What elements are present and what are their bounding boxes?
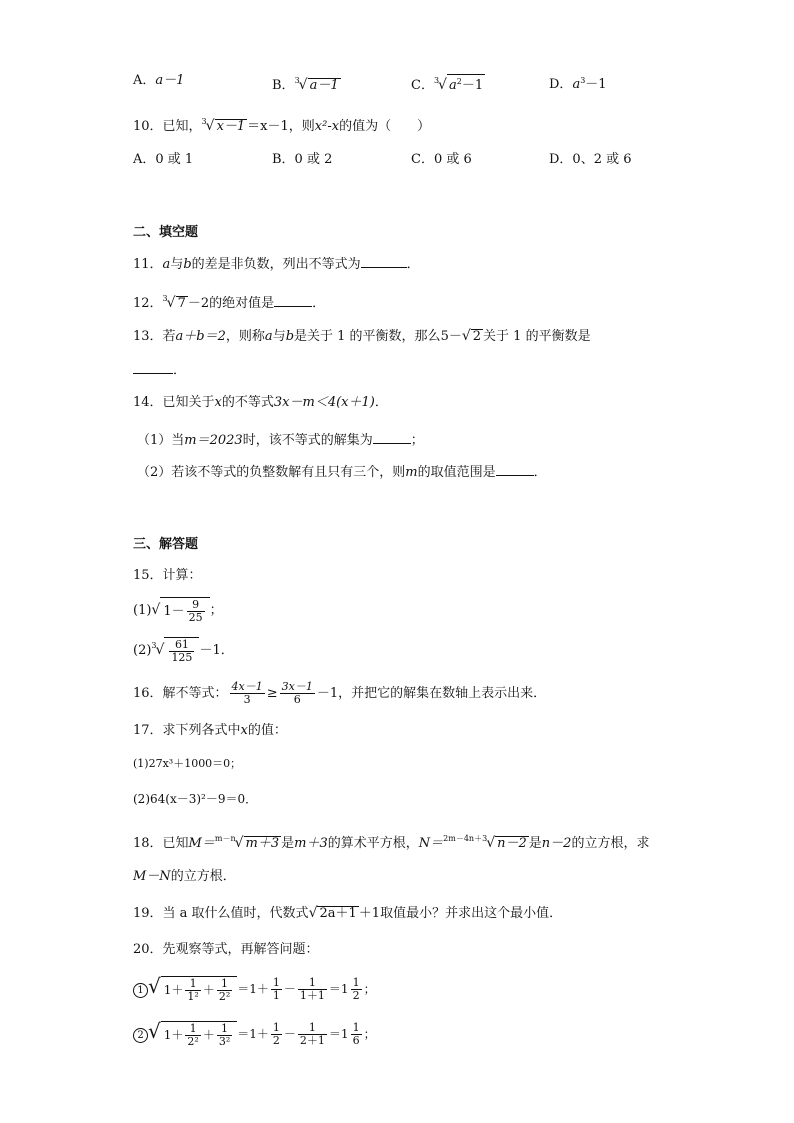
question-13: 13．若a＋b＝2，则称a与b是关于 1 的平衡数，那么5－√ 2 关于 1 的平衡数是 — [133, 328, 591, 344]
question-10: 10．已知，$^3$√ x－1 ＝x－1，则x²-x的值为（ ） — [133, 117, 431, 134]
circled-number-1: 1 — [133, 983, 148, 998]
question-20-equation-2: 2 √ 1＋ $\frac{1}{\text{2²}}$ ＋ $\frac{1}{\text{3²}}$ ＝1＋ $\frac{1}{2}$ － $\frac{1}{2+1}$ ＝1 $\frac{1}{6}$ ； — [133, 1021, 376, 1048]
question-18-line-2: M－N的立方根． — [133, 869, 236, 884]
q9-option-c: C．$^3$√ $a^2-1$ — [411, 76, 484, 93]
question-13-blank-line: ． — [133, 361, 186, 380]
q10-option-b: B．0 或 2 — [272, 152, 333, 167]
q10-option-d: D．0、2 或 6 — [549, 152, 632, 167]
question-18: 18．已知M＝$^{m-n}$√ m＋3 是m＋3的算术平方根，N＝$^{2m-4n+3}$√ n－2 是n－2的立方根，求 — [133, 834, 650, 851]
question-14: 14．已知关于x的不等式3x－m＜4(x＋1)． — [133, 395, 388, 410]
question-17-part-1: (1)27x³＋1000＝0； — [133, 757, 242, 770]
q9-option-b: B．$^3$√ a－1 — [272, 76, 339, 93]
answer-blank — [496, 463, 534, 476]
question-15-part-2: $(2)^3√$ $\frac{61}{125}$ －1． — [133, 638, 234, 664]
question-15-part-1: (1)√ 1－ $\frac{9}{25}$ ； — [133, 598, 223, 624]
q10-option-c: C．0 或 6 — [411, 152, 472, 167]
question-17-title: 17．求下列各式中x的值： — [133, 723, 287, 738]
question-16: 16．解不等式： $\frac{4x-1}{3}$ ≥ $\frac{3x-1}{6}$ －1，并把它的解集在数轴上表示出来． — [133, 680, 547, 706]
question-19: 19．当 a 取什么值时，代数式√ 2a＋1 ＋1取值最小？并求出这个最小值． — [133, 905, 563, 921]
question-20-equation-1: 1 √ 1＋ $\frac{1}{\text{1²}}$ ＋ $\frac{1}{\text{2²}}$ ＝1＋ $\frac{1}{1}$ － $\frac{1}{1+1}$ ＝1 $\frac{1}{2}$ ； — [133, 976, 376, 1003]
answer-blank — [133, 361, 173, 374]
q9-option-a-expr: a－1 — [155, 73, 185, 88]
question-20-title: 20．先观察等式，再解答问题： — [133, 942, 319, 957]
q10-option-a: A．0 或 1 — [133, 152, 194, 167]
question-15-title: 15．计算： — [133, 568, 202, 583]
section-2-title: 二、填空题 — [133, 225, 199, 240]
q9-option-d: D．$a^3-1$ — [549, 76, 607, 92]
answer-blank — [274, 294, 312, 307]
question-11: 11．a与b的差是非负数，列出不等式为 ． — [133, 257, 420, 272]
answer-blank — [361, 255, 407, 268]
question-14-part-1: （1）当m＝2023时，该不等式的解集为 ； — [137, 433, 424, 448]
q9-option-a: A．a－1 — [133, 73, 185, 88]
section-3-title: 三、解答题 — [133, 537, 199, 552]
question-17-part-2: (2)64(x－3)²－9＝0． — [133, 792, 258, 806]
circled-number-2: 2 — [133, 1028, 148, 1043]
question-14-part-2: （2）若该不等式的负整数解有且只有三个，则m的取值范围是 ． — [137, 465, 547, 480]
answer-blank — [373, 431, 411, 444]
question-12: 12．$^3$√ 7 －2的绝对值是 ． — [133, 294, 326, 311]
